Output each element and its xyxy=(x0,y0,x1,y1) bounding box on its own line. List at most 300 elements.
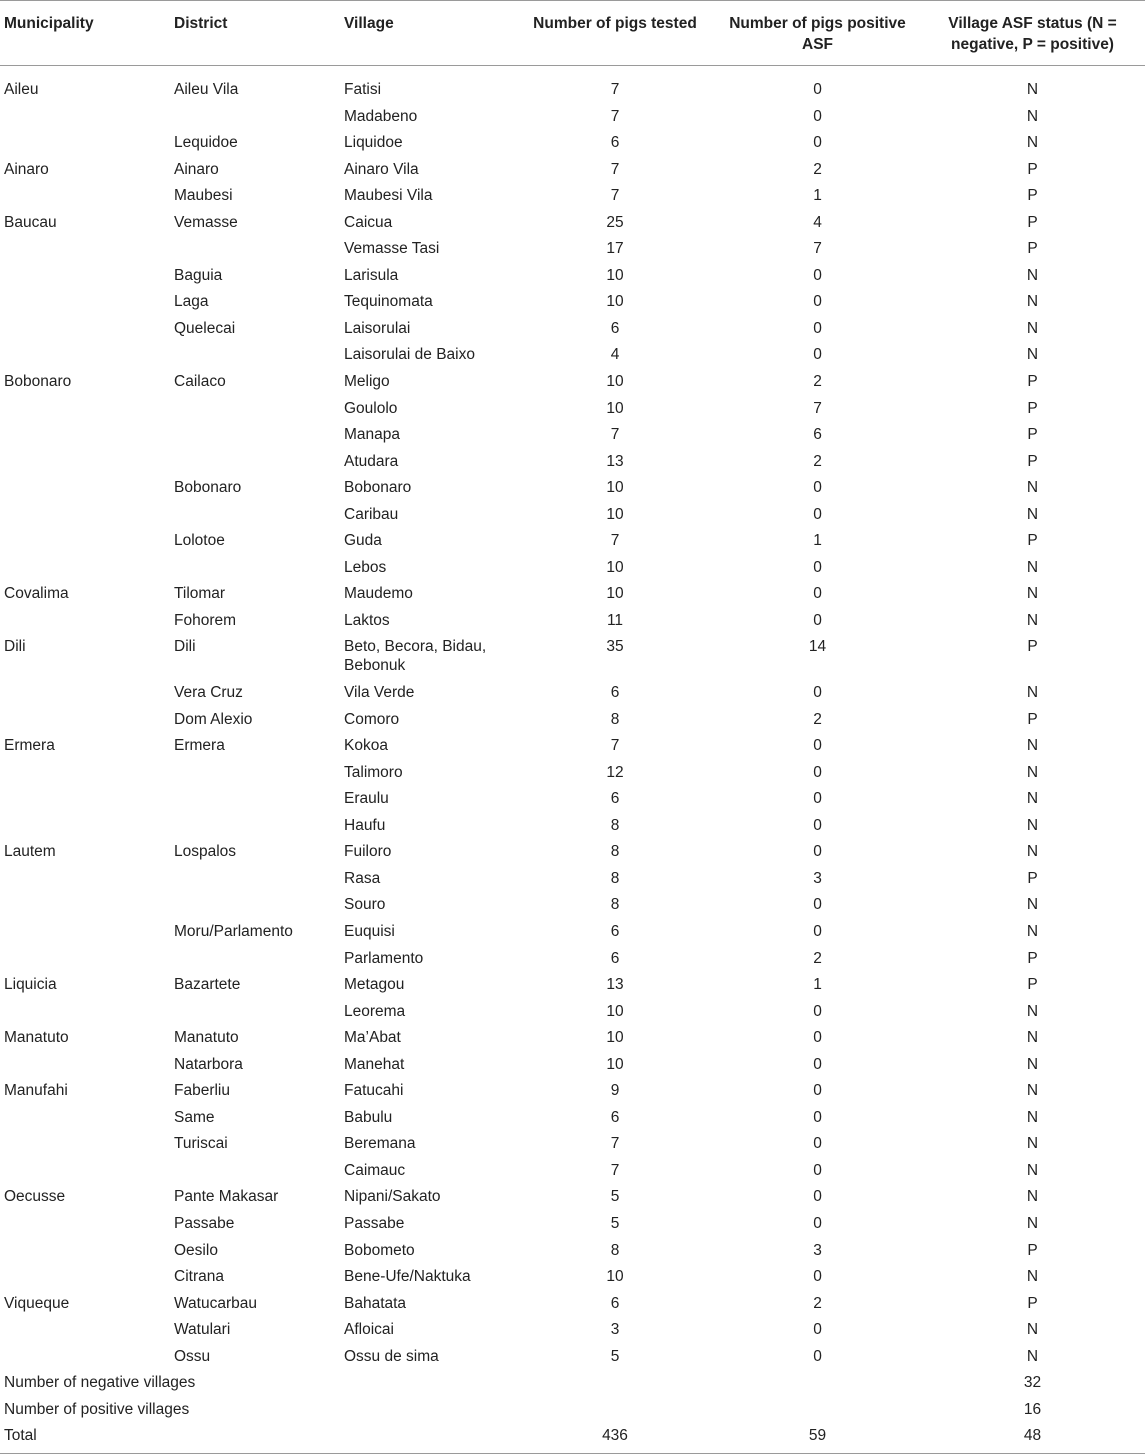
table-row xyxy=(0,842,1145,869)
cell-municipality xyxy=(0,869,170,896)
table-row xyxy=(0,319,1145,346)
cell-village: Fatisi xyxy=(344,81,382,98)
cell-pigs-tested: 6 xyxy=(610,1294,620,1312)
table-row xyxy=(0,1108,1145,1135)
cell-village: Bene-Ufe/Naktuka xyxy=(344,1268,471,1286)
cell-village: Parlamento xyxy=(344,949,424,967)
cell-municipality xyxy=(0,763,170,790)
cell-pigs-tested: 8 xyxy=(610,896,620,914)
cell-village: Nipani/Sakato xyxy=(344,1188,441,1206)
cell-village xyxy=(340,1400,515,1427)
cell-village: Bobonaro xyxy=(344,479,412,497)
table-row xyxy=(0,372,1145,399)
table-row xyxy=(0,789,1145,816)
cell-pigs-positive: 0 xyxy=(813,479,822,497)
cell-district: Watucarbau xyxy=(174,1294,257,1312)
cell-pigs-tested: 10 xyxy=(606,293,624,311)
cell-pigs-tested: 436 xyxy=(515,1426,715,1453)
table-row xyxy=(0,584,1145,611)
table-row xyxy=(0,1081,1145,1108)
cell-village-status: N xyxy=(1026,922,1039,940)
cell-pigs-tested: 7 xyxy=(610,187,620,205)
cell-village: Laisorulai xyxy=(344,319,411,337)
cell-pigs-tested: 6 xyxy=(610,684,620,702)
cell-village-status: N xyxy=(1026,585,1039,603)
cell-village: Souro xyxy=(344,896,386,914)
cell-village-status: N xyxy=(1026,1214,1039,1232)
cell-municipality xyxy=(0,895,170,922)
table-row xyxy=(0,1347,1145,1374)
table-row xyxy=(0,949,1145,976)
cell-municipality: Number of positive villages xyxy=(4,1400,190,1418)
table-row xyxy=(0,558,1145,585)
cell-pigs-positive: 1 xyxy=(813,187,822,205)
cell-village: Ossu de sima xyxy=(344,1347,439,1365)
cell-village: Leorema xyxy=(344,1002,406,1020)
cell-village-status: P xyxy=(1027,1294,1038,1312)
cell-pigs-positive: 0 xyxy=(813,790,822,808)
cell-pigs-tested: 10 xyxy=(606,1055,624,1073)
cell-pigs-tested: 10 xyxy=(606,558,624,576)
cell-pigs-positive: 1 xyxy=(813,976,822,994)
cell-municipality xyxy=(0,710,170,737)
cell-pigs-tested: 11 xyxy=(606,611,624,629)
table-row xyxy=(0,1214,1145,1241)
table-row xyxy=(0,816,1145,843)
cell-district xyxy=(170,763,340,790)
cell-district xyxy=(170,869,340,896)
cell-village-status: P xyxy=(1027,638,1038,656)
cell-village: Vila Verde xyxy=(344,684,415,702)
table-row xyxy=(0,922,1145,949)
cell-district: Lospalos xyxy=(174,843,237,861)
cell-village-status: N xyxy=(1026,1082,1039,1100)
table-header xyxy=(0,1,1145,66)
cell-district xyxy=(170,505,340,532)
table-row xyxy=(0,478,1145,505)
cell-pigs-tested: 5 xyxy=(610,1347,620,1365)
cell-municipality xyxy=(0,816,170,843)
cell-village-status: N xyxy=(1026,479,1039,497)
cell-pigs-positive: 0 xyxy=(813,1082,822,1100)
cell-district: Same xyxy=(174,1108,215,1126)
cell-district: Pante Makasar xyxy=(174,1188,279,1206)
table-row xyxy=(0,239,1145,266)
cell-municipality: Ermera xyxy=(4,737,55,755)
header-village: Village xyxy=(340,1,515,66)
cell-pigs-tested: 6 xyxy=(610,1108,620,1126)
cell-district xyxy=(170,1373,340,1400)
cell-village-status: N xyxy=(1026,1321,1039,1339)
cell-municipality xyxy=(0,1002,170,1029)
table-row xyxy=(0,1400,1145,1427)
cell-pigs-tested: 5 xyxy=(610,1214,620,1232)
table-row xyxy=(0,531,1145,558)
cell-village-status: N xyxy=(1026,293,1039,311)
cell-municipality xyxy=(0,186,170,213)
cell-district: Dili xyxy=(174,638,196,656)
cell-municipality xyxy=(0,1055,170,1082)
header-pigs-tested: Number of pigs tested xyxy=(515,1,715,66)
cell-village-status: N xyxy=(1026,763,1039,781)
cell-pigs-tested: 7 xyxy=(610,81,620,98)
cell-village-status: P xyxy=(1027,949,1038,967)
cell-district: Ainaro xyxy=(174,160,219,178)
cell-pigs-tested: 35 xyxy=(606,638,624,656)
table-row xyxy=(0,399,1145,426)
cell-pigs-positive: 6 xyxy=(813,426,822,444)
cell-district xyxy=(170,107,340,134)
cell-municipality xyxy=(0,531,170,558)
cell-pigs-positive: 0 xyxy=(813,505,822,523)
cell-village-status: P xyxy=(1027,213,1038,231)
cell-municipality xyxy=(0,949,170,976)
cell-village-status: N xyxy=(1026,319,1039,337)
cell-district: Manatuto xyxy=(174,1029,239,1047)
cell-pigs-tested: 6 xyxy=(610,922,620,940)
cell-village-status: P xyxy=(1027,399,1038,417)
cell-pigs-tested: 6 xyxy=(610,134,620,152)
cell-municipality xyxy=(0,239,170,266)
cell-pigs-positive: 0 xyxy=(813,1214,822,1232)
cell-village-status: N xyxy=(1026,1188,1039,1206)
cell-pigs-tested: 6 xyxy=(610,319,620,337)
cell-village: Caicua xyxy=(344,213,393,231)
cell-village-status: N xyxy=(1026,1029,1039,1047)
cell-pigs-positive: 0 xyxy=(813,896,822,914)
cell-pigs-positive: 0 xyxy=(813,611,822,629)
cell-municipality: Manufahi xyxy=(4,1082,68,1100)
cell-village-status: P xyxy=(1027,373,1038,391)
cell-district: Maubesi xyxy=(174,187,233,205)
cell-pigs-tested: 8 xyxy=(610,869,620,887)
table-row xyxy=(0,1294,1145,1321)
cell-village-status: N xyxy=(1026,843,1039,861)
cell-municipality xyxy=(0,1267,170,1294)
table-row xyxy=(0,1028,1145,1055)
cell-district: Quelecai xyxy=(174,319,236,337)
cell-pigs-tested: 7 xyxy=(610,426,620,444)
cell-pigs-positive xyxy=(715,1373,920,1400)
cell-pigs-tested: 7 xyxy=(610,532,620,550)
cell-village: Ainaro Vila xyxy=(344,160,419,178)
cell-pigs-positive: 0 xyxy=(813,107,822,125)
cell-pigs-positive: 1 xyxy=(813,532,822,550)
cell-pigs-tested: 10 xyxy=(606,505,624,523)
cell-village-status: N xyxy=(1026,505,1039,523)
cell-pigs-positive: 0 xyxy=(813,585,822,603)
table-body xyxy=(0,66,1145,1454)
table-row xyxy=(0,1187,1145,1214)
table-row xyxy=(0,611,1145,638)
cell-municipality xyxy=(0,1108,170,1135)
cell-pigs-tested: 8 xyxy=(610,710,620,728)
cell-district xyxy=(170,452,340,479)
cell-district xyxy=(170,345,340,372)
cell-pigs-positive: 0 xyxy=(813,1135,822,1153)
cell-pigs-tested: 9 xyxy=(610,1082,620,1100)
cell-municipality xyxy=(0,452,170,479)
cell-municipality xyxy=(0,1347,170,1374)
cell-district: Ossu xyxy=(174,1347,211,1365)
cell-village: Bobometo xyxy=(344,1241,415,1259)
cell-district: Laga xyxy=(174,293,209,311)
cell-pigs-tested: 6 xyxy=(610,949,620,967)
cell-district: Vera Cruz xyxy=(174,684,243,702)
cell-village: Vemasse Tasi xyxy=(344,240,440,258)
cell-village: Comoro xyxy=(344,710,400,728)
cell-village-status: N xyxy=(1026,1002,1039,1020)
cell-village: Haufu xyxy=(344,816,386,834)
cell-pigs-positive: 0 xyxy=(813,1108,822,1126)
cell-district: Faberliu xyxy=(174,1082,230,1100)
table-row xyxy=(0,683,1145,710)
cell-district xyxy=(170,1400,340,1427)
cell-village-status: N xyxy=(1026,1268,1039,1286)
table-row xyxy=(0,975,1145,1002)
cell-district: Dom Alexio xyxy=(174,710,253,728)
cell-municipality xyxy=(0,922,170,949)
cell-village-status: N xyxy=(1026,81,1039,98)
cell-pigs-positive: 14 xyxy=(808,638,827,656)
cell-municipality xyxy=(0,1134,170,1161)
cell-pigs-tested xyxy=(515,1373,715,1400)
cell-village-status: P xyxy=(1027,452,1038,470)
cell-district: Tilomar xyxy=(174,585,226,603)
cell-pigs-positive: 2 xyxy=(813,710,822,728)
cell-pigs-positive: 0 xyxy=(813,1161,822,1179)
cell-village: Laktos xyxy=(344,611,390,629)
cell-district xyxy=(170,1002,340,1029)
cell-pigs-tested: 10 xyxy=(606,1268,624,1286)
cell-village-status: N xyxy=(1026,107,1039,125)
cell-municipality xyxy=(0,505,170,532)
cell-village: Kokoa xyxy=(344,737,388,755)
cell-village: Larisula xyxy=(344,266,399,284)
cell-district: Fohorem xyxy=(174,611,237,629)
cell-district xyxy=(170,425,340,452)
cell-pigs-tested: 7 xyxy=(610,107,620,125)
cell-village: Babulu xyxy=(344,1108,393,1126)
cell-pigs-tested: 8 xyxy=(610,1241,620,1259)
cell-pigs-positive: 2 xyxy=(813,160,822,178)
cell-village: Atudara xyxy=(344,452,399,470)
cell-pigs-tested: 8 xyxy=(610,843,620,861)
cell-village: Fuiloro xyxy=(344,843,392,861)
cell-pigs-positive: 0 xyxy=(813,1029,822,1047)
cell-village-status: P xyxy=(1027,869,1038,887)
cell-village-status: N xyxy=(1026,684,1039,702)
cell-village: Ma’Abat xyxy=(344,1029,401,1047)
cell-village: Madabeno xyxy=(344,107,418,125)
cell-pigs-tested: 5 xyxy=(610,1188,620,1206)
cell-district: Bazartete xyxy=(174,976,241,994)
cell-village: Rasa xyxy=(344,869,381,887)
cell-village-status: N xyxy=(1026,558,1039,576)
cell-village-status: N xyxy=(1026,1161,1039,1179)
cell-district xyxy=(170,399,340,426)
cell-district: Vemasse xyxy=(174,213,238,231)
cell-village-status: P xyxy=(1027,1241,1038,1259)
cell-village: Maubesi Vila xyxy=(344,187,433,205)
cell-pigs-positive: 0 xyxy=(813,266,822,284)
cell-pigs-positive: 0 xyxy=(813,737,822,755)
cell-pigs-positive: 0 xyxy=(813,1268,822,1286)
cell-pigs-positive: 2 xyxy=(813,452,822,470)
cell-village-status: P xyxy=(1027,426,1038,444)
cell-pigs-tested: 10 xyxy=(606,373,624,391)
cell-pigs-positive: 3 xyxy=(813,1241,822,1259)
cell-village: Maudemo xyxy=(344,585,413,603)
cell-village-status: P xyxy=(1027,160,1038,178)
cell-pigs-tested: 17 xyxy=(606,240,624,258)
cell-pigs-positive: 0 xyxy=(813,319,822,337)
cell-pigs-tested: 25 xyxy=(606,213,624,231)
cell-pigs-positive: 0 xyxy=(813,1055,822,1073)
cell-district xyxy=(170,239,340,266)
table-row xyxy=(0,763,1145,790)
cell-pigs-tested: 10 xyxy=(606,1002,624,1020)
table-row xyxy=(0,1002,1145,1029)
cell-pigs-tested: 12 xyxy=(606,763,624,781)
cell-pigs-positive: 0 xyxy=(813,346,822,364)
cell-municipality xyxy=(0,1214,170,1241)
cell-pigs-tested: 4 xyxy=(610,346,620,364)
table-row xyxy=(0,869,1145,896)
table-row xyxy=(0,452,1145,479)
cell-pigs-positive: 59 xyxy=(715,1426,920,1453)
cell-pigs-tested: 10 xyxy=(606,266,624,284)
cell-village-status: P xyxy=(1027,187,1038,205)
cell-district: Cailaco xyxy=(174,373,226,391)
cell-municipality: Bobonaro xyxy=(4,373,72,391)
table-row xyxy=(0,1320,1145,1347)
cell-pigs-tested: 10 xyxy=(606,479,624,497)
table-row xyxy=(0,736,1145,763)
cell-village-status: N xyxy=(1026,1135,1039,1153)
cell-municipality: Ainaro xyxy=(4,160,49,178)
cell-pigs-positive: 0 xyxy=(813,816,822,834)
cell-village: Euquisi xyxy=(344,922,395,940)
cell-pigs-tested: 8 xyxy=(610,816,620,834)
cell-municipality xyxy=(0,611,170,638)
cell-village-status: N xyxy=(1026,816,1039,834)
cell-village-status: N xyxy=(1026,611,1039,629)
cell-village-status: 16 xyxy=(1023,1400,1042,1418)
cell-village: Tequinomata xyxy=(344,293,433,311)
cell-village: Fatucahi xyxy=(344,1082,404,1100)
cell-village: Passabe xyxy=(344,1214,405,1232)
cell-village-status: P xyxy=(1027,976,1038,994)
cell-district: Baguia xyxy=(174,266,223,284)
cell-village: Manapa xyxy=(344,426,401,444)
table-row xyxy=(0,133,1145,160)
cell-municipality xyxy=(0,478,170,505)
cell-pigs-positive: 0 xyxy=(813,1321,822,1339)
cell-pigs-positive xyxy=(715,1400,920,1427)
cell-municipality: Baucau xyxy=(4,213,57,231)
cell-village-status: N xyxy=(1026,266,1039,284)
cell-municipality xyxy=(0,345,170,372)
cell-pigs-tested xyxy=(515,1400,715,1427)
table-row xyxy=(0,1267,1145,1294)
header-village-status: Village ASF status (N = negative, P = positive) xyxy=(920,1,1145,66)
cell-municipality xyxy=(0,425,170,452)
table-row xyxy=(0,1241,1145,1268)
cell-municipality: Lautem xyxy=(4,843,56,861)
table-row xyxy=(0,292,1145,319)
cell-pigs-positive: 0 xyxy=(813,1347,822,1365)
table-row xyxy=(0,186,1145,213)
cell-municipality xyxy=(0,558,170,585)
cell-village: Meligo xyxy=(344,373,390,391)
cell-district xyxy=(170,1161,340,1188)
cell-municipality xyxy=(0,399,170,426)
cell-village xyxy=(340,1373,515,1400)
header-district: District xyxy=(170,1,340,66)
cell-village: Eraulu xyxy=(344,790,389,808)
cell-district: Watulari xyxy=(174,1321,231,1339)
cell-pigs-positive: 2 xyxy=(813,373,822,391)
header-pigs-positive: Number of pigs positive ASF xyxy=(715,1,920,66)
cell-pigs-tested: 7 xyxy=(610,737,620,755)
cell-village: Beto, Becora, Bidau, Bebonuk xyxy=(344,638,487,675)
cell-pigs-positive: 2 xyxy=(813,949,822,967)
cell-municipality: Viqueque xyxy=(4,1294,70,1312)
cell-district: Lolotoe xyxy=(174,532,225,550)
cell-village: Talimoro xyxy=(344,763,403,781)
cell-pigs-positive: 0 xyxy=(813,81,822,98)
cell-district xyxy=(170,816,340,843)
cell-municipality xyxy=(0,1320,170,1347)
cell-municipality: Liquicia xyxy=(4,976,57,994)
cell-pigs-tested: 10 xyxy=(606,1029,624,1047)
table-row xyxy=(0,213,1145,240)
cell-village: Beremana xyxy=(344,1135,416,1153)
cell-district: Moru/Parlamento xyxy=(174,922,293,940)
cell-district: Natarbora xyxy=(174,1055,243,1073)
cell-village-status: N xyxy=(1026,346,1039,364)
cell-district xyxy=(170,895,340,922)
cell-pigs-positive: 0 xyxy=(813,134,822,152)
cell-village: Bahatata xyxy=(344,1294,407,1312)
cell-pigs-positive: 0 xyxy=(813,558,822,576)
cell-pigs-tested: 10 xyxy=(606,399,624,417)
cell-village-status: P xyxy=(1027,240,1038,258)
cell-village: Lebos xyxy=(344,558,387,576)
cell-municipality xyxy=(0,133,170,160)
cell-village: Caribau xyxy=(344,505,399,523)
table-row xyxy=(0,160,1145,187)
cell-district: Turiscai xyxy=(174,1135,228,1153)
cell-village: Caimauc xyxy=(344,1161,406,1179)
cell-village: Guda xyxy=(344,532,382,550)
cell-district: Lequidoe xyxy=(174,134,238,152)
cell-pigs-tested: 7 xyxy=(610,1161,620,1179)
cell-pigs-positive: 2 xyxy=(813,1294,822,1312)
cell-pigs-positive: 0 xyxy=(813,843,822,861)
cell-pigs-tested: 3 xyxy=(610,1321,620,1339)
table-row xyxy=(0,266,1145,293)
cell-village: Metagou xyxy=(344,976,405,994)
cell-village-status: N xyxy=(1026,896,1039,914)
cell-village-status: N xyxy=(1026,737,1039,755)
table-row xyxy=(0,66,1145,107)
cell-pigs-positive: 0 xyxy=(813,293,822,311)
cell-district xyxy=(170,558,340,585)
cell-district xyxy=(170,949,340,976)
cell-municipality xyxy=(0,292,170,319)
